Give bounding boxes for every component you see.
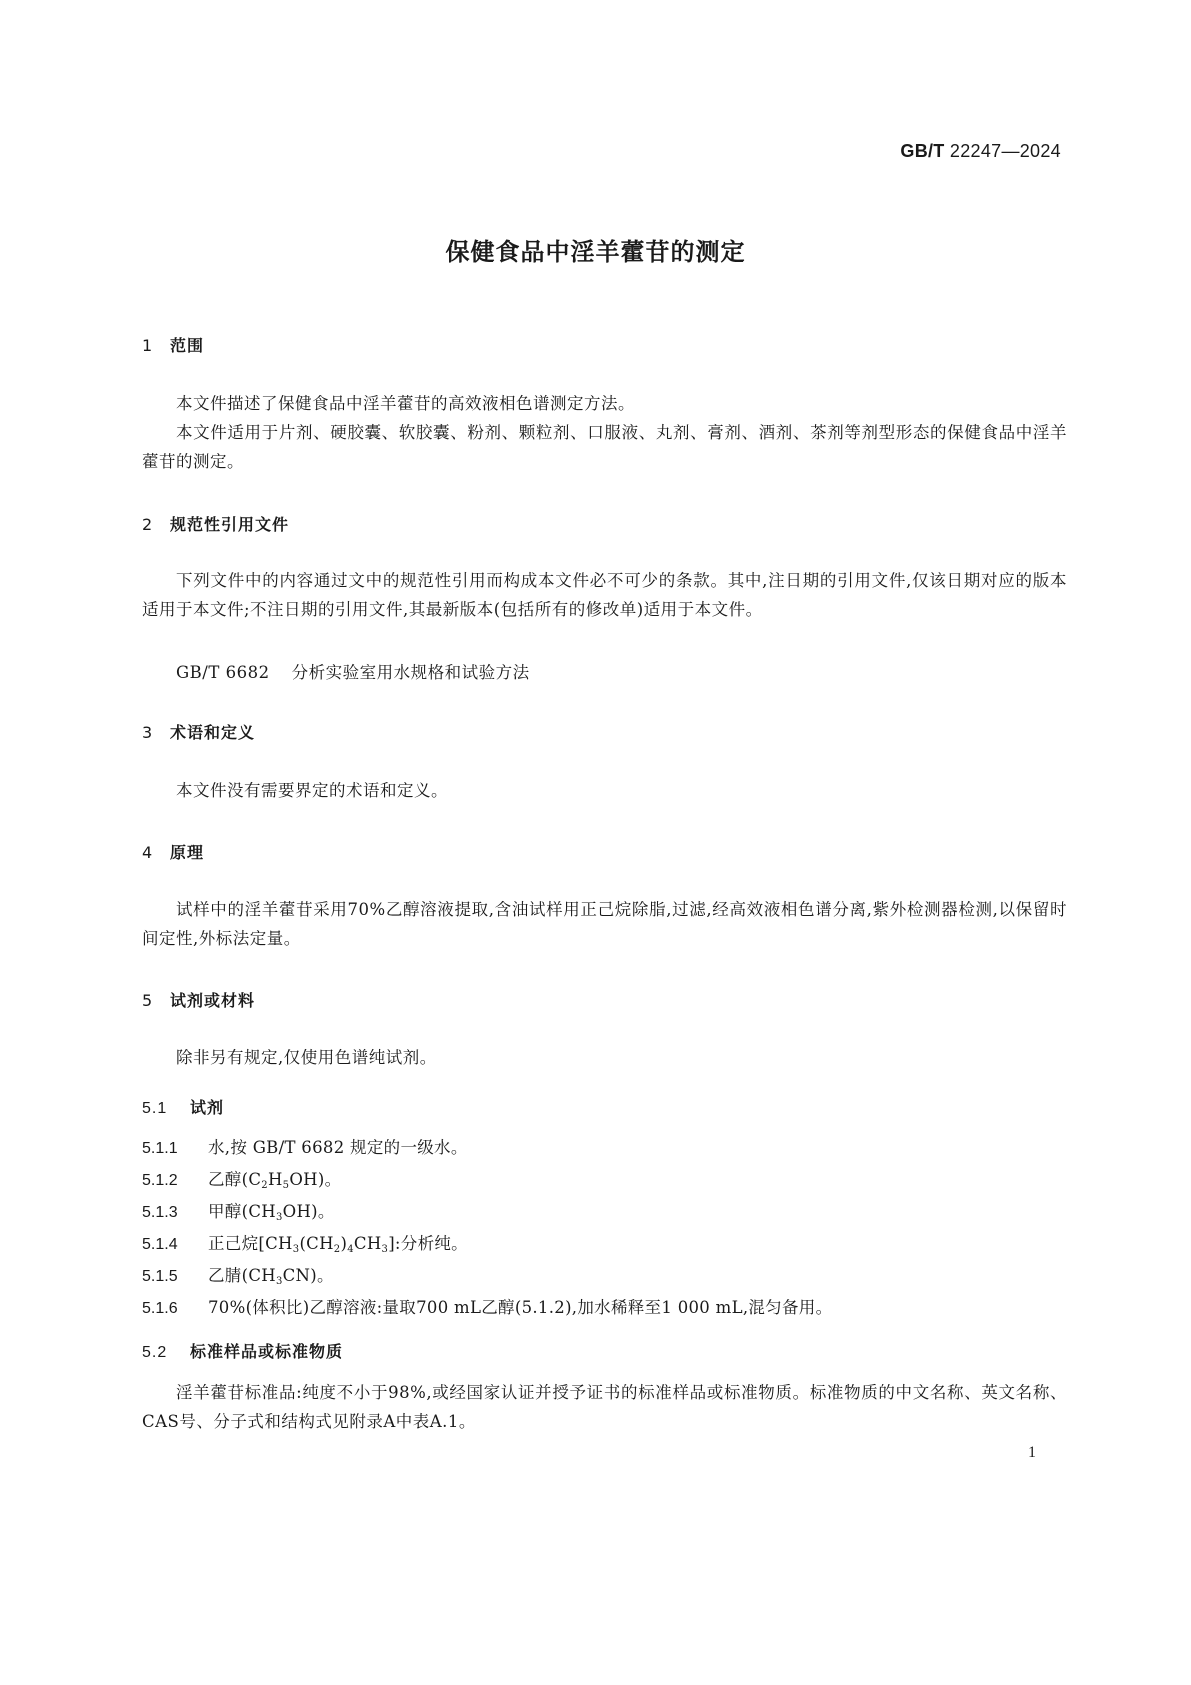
reagent-item	[142, 1166, 341, 1190]
reagent-item-text	[208, 1298, 832, 1317]
formula-subscript: 3	[275, 1212, 283, 1223]
subsection-5-2-paragraph: 淫羊藿苷标准品:纯度不小于98%,或经国家认证并授予证书的标准样品或标准物质。标准物质的中文名称、英文名称、CAS号、分子式和结构式见附录A中表A.1。	[142, 1383, 1067, 1431]
subsection-5-2-heading	[142, 1339, 343, 1362]
section-number: 1	[142, 336, 154, 355]
text-segment: (CH	[299, 1234, 334, 1253]
reagent-item-number: 5.1.6	[142, 1300, 178, 1317]
section-number: 5	[142, 991, 154, 1010]
section-title: 术语和定义	[170, 723, 256, 742]
section-title: 范围	[170, 336, 205, 355]
section-5-heading	[142, 988, 255, 1011]
reagent-item-number: 5.1.2	[142, 1172, 178, 1189]
text-segment: 乙醇(C	[208, 1170, 262, 1189]
reagent-item-number: 5.1.4	[142, 1236, 178, 1253]
standard-code	[900, 141, 1061, 162]
subsection-number: 5.1	[142, 1100, 168, 1117]
section-number: 4	[142, 843, 154, 862]
reference-code: GB/T 6682	[176, 663, 270, 682]
text-segment: 甲醇(CH	[208, 1202, 276, 1221]
formula-subscript: 4	[347, 1244, 354, 1255]
text-segment: ]:分析纯。	[388, 1234, 468, 1253]
section-3-heading	[142, 720, 255, 743]
text-segment: OH)。	[282, 1202, 335, 1221]
text-segment: 乙腈(CH	[208, 1266, 276, 1285]
section-3-paragraph-1: 本文件没有需要界定的术语和定义。	[176, 781, 448, 800]
section-5-paragraph-1: 除非另有规定,仅使用色谱纯试剂。	[176, 1048, 437, 1067]
text-segment: OH)。	[289, 1170, 342, 1189]
reagent-item-number: 5.1.5	[142, 1268, 178, 1285]
normative-reference	[176, 659, 530, 683]
reagent-item-text	[208, 1202, 335, 1221]
subsection-title: 标准样品或标准物质	[190, 1342, 344, 1361]
standard-prefix: GB/T	[900, 141, 945, 161]
formula-subscript: 3	[381, 1244, 389, 1255]
section-1-paragraph-2: 本文件适用于片剂、硬胶囊、软胶囊、粉剂、颗粒剂、口服液、丸剂、膏剂、酒剂、茶剂等剂型形态的保健食品中淫羊藿苷的测定。	[142, 423, 1067, 471]
subsection-title: 试剂	[190, 1098, 225, 1117]
section-title: 试剂或材料	[170, 991, 256, 1010]
formula-subscript: 3	[275, 1276, 283, 1287]
section-number: 2	[142, 515, 154, 534]
reagent-item	[142, 1294, 832, 1318]
document-title: 保健食品中淫羊藿苷的测定	[445, 238, 746, 266]
reagent-item-text	[208, 1234, 468, 1253]
page-number: 1	[1028, 1444, 1036, 1461]
reference-title: 分析实验室用水规格和试验方法	[291, 663, 530, 682]
text-segment: H	[267, 1170, 283, 1189]
reagent-item	[142, 1198, 335, 1222]
reagent-item-text	[208, 1266, 334, 1285]
text-segment: )	[340, 1234, 348, 1253]
reagent-item	[142, 1230, 468, 1254]
reagent-item-number: 5.1.1	[142, 1140, 178, 1157]
formula-subscript: 2	[261, 1180, 268, 1191]
section-title: 原理	[170, 843, 205, 862]
section-1-heading	[142, 333, 204, 356]
reagent-item	[142, 1262, 334, 1286]
text-segment: 正己烷[CH	[208, 1234, 293, 1253]
reagent-item	[142, 1134, 468, 1158]
subsection-number: 5.2	[142, 1344, 168, 1361]
standard-number: 22247—2024	[944, 141, 1061, 161]
section-2-paragraph-1: 下列文件中的内容通过文中的规范性引用而构成本文件必不可少的条款。其中,注日期的引用文件,仅该日期对应的版本适用于本文件;不注日期的引用文件,其最新版本(包括所有的修改单)适用于本文件。	[142, 571, 1067, 619]
text-segment: 水,按 GB/T 6682 规定的一级水。	[208, 1138, 468, 1157]
section-4-paragraph-1: 试样中的淫羊藿苷采用70%乙醇溶液提取,含油试样用正己烷除脂,过滤,经高效液相色谱分离,紫外检测器检测,以保留时间定性,外标法定量。	[142, 900, 1067, 948]
text-segment: 70%(体积比)乙醇溶液:量取700 mL乙醇(5.1.2),加水稀释至1 000 mL,混匀备用。	[208, 1298, 833, 1317]
section-4-heading	[142, 840, 204, 863]
text-segment: CH	[353, 1234, 382, 1253]
reagent-item-text	[208, 1170, 341, 1189]
section-number: 3	[142, 723, 154, 742]
reagent-item-text	[208, 1138, 468, 1157]
formula-subscript: 2	[333, 1244, 341, 1255]
section-2-heading	[142, 512, 289, 535]
reagent-item-number: 5.1.3	[142, 1204, 178, 1221]
section-title: 规范性引用文件	[170, 515, 290, 534]
subsection-5-1-heading	[142, 1095, 224, 1118]
section-1-paragraph-1: 本文件描述了保健食品中淫羊藿苷的高效液相色谱测定方法。	[176, 394, 635, 413]
formula-subscript: 3	[292, 1244, 300, 1255]
text-segment: CN)。	[282, 1266, 334, 1285]
formula-subscript: 5	[282, 1180, 290, 1191]
